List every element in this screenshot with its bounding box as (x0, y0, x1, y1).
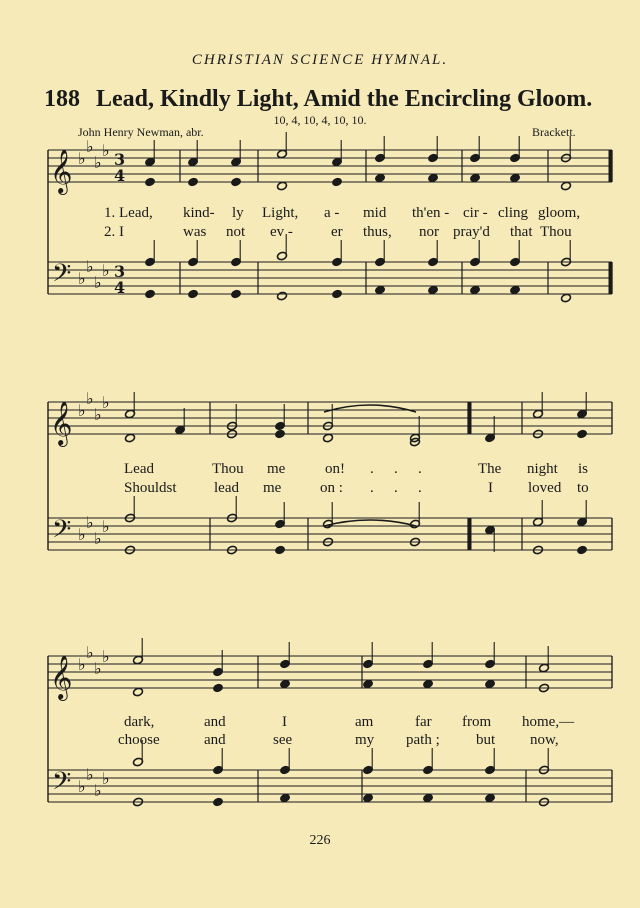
tie-arc (324, 405, 416, 412)
lyric: not (226, 224, 246, 240)
lyric: choose (118, 732, 160, 748)
lyric: . (394, 461, 398, 477)
quarter-note-head (428, 173, 439, 183)
flat-sign: ♭ (78, 655, 86, 674)
lyric: mid (363, 205, 387, 221)
time-signature: 3 (114, 150, 126, 169)
lyric: me (263, 480, 282, 496)
quarter-note-head (332, 177, 343, 187)
running-head: CHRISTIAN SCIENCE HYMNAL. (191, 52, 449, 68)
flat-sign: ♭ (78, 269, 86, 288)
flat-sign: ♭ (102, 261, 110, 280)
quarter-note-head (375, 285, 386, 295)
lyric: ev - (270, 224, 293, 240)
quarter-note-head (280, 793, 291, 803)
lyric: is (578, 461, 589, 477)
flat-sign: ♭ (86, 137, 94, 156)
quarter-note-head (470, 173, 481, 183)
bass-clef: 𝄢 (52, 259, 72, 294)
lyric: thus, (363, 224, 392, 240)
lyric: I (282, 714, 287, 730)
lyric: see (273, 732, 293, 748)
flat-sign: ♭ (94, 153, 102, 172)
quarter-note-head (577, 429, 588, 439)
lyric: Lead (124, 461, 154, 477)
lyric: kind- (183, 205, 215, 221)
quarter-note-head (145, 289, 156, 299)
lyric: now, (530, 732, 559, 748)
lyric: . (418, 480, 422, 496)
lyric: home,— (522, 714, 575, 730)
hymn-number: 188 (44, 86, 80, 112)
quarter-note-head (231, 177, 242, 187)
lyric: dark, (124, 714, 155, 730)
quarter-note-head (423, 793, 434, 803)
quarter-note-head (375, 173, 386, 183)
lyric: that (510, 224, 533, 240)
lyric: Thou (212, 461, 244, 477)
flat-sign: ♭ (78, 401, 86, 420)
hymn-meter: 10, 4, 10, 4, 10, 10. (273, 113, 367, 127)
lyric: . (394, 480, 398, 496)
lyric: Light, (262, 205, 299, 221)
flat-sign: ♭ (86, 643, 94, 662)
flat-sign: ♭ (102, 517, 110, 536)
lyric: 2. I (104, 224, 124, 240)
quarter-note-head (231, 289, 242, 299)
flat-sign: ♭ (94, 405, 102, 424)
flat-sign: ♭ (86, 765, 94, 784)
flat-sign: ♭ (102, 647, 110, 666)
quarter-note-head (275, 545, 286, 555)
quarter-note-head (485, 679, 496, 689)
lyric: night (527, 461, 558, 477)
quarter-note-head (485, 793, 496, 803)
lyric: but (476, 732, 496, 748)
time-signature: 4 (114, 166, 126, 185)
tie-arc (324, 520, 416, 526)
time-signature: 4 (114, 278, 126, 297)
half-note-head (133, 687, 144, 697)
treble-clef: 𝄞 (50, 655, 73, 699)
flat-sign: ♭ (78, 777, 86, 796)
hymn-tune-name: Brackett. (532, 125, 576, 139)
flat-sign: ♭ (94, 781, 102, 800)
lyric: cir - (463, 205, 488, 221)
lyric: lead (214, 480, 239, 496)
page-number: 226 (309, 833, 331, 848)
treble-clef: 𝄞 (50, 149, 73, 193)
half-note-head (561, 293, 572, 303)
lyric: nor (419, 224, 439, 240)
lyric: me (267, 461, 286, 477)
flat-sign: ♭ (102, 769, 110, 788)
flat-sign: ♭ (94, 529, 102, 548)
lyric: a - (324, 205, 340, 221)
quarter-note-head (275, 429, 286, 439)
lyric: my (355, 732, 375, 748)
lyric: am (355, 714, 374, 730)
lyric: . (370, 480, 374, 496)
quarter-note-head (145, 177, 156, 187)
quarter-note-head (423, 679, 434, 689)
lyric: path ; (406, 732, 440, 748)
bass-clef: 𝄢 (52, 767, 72, 802)
lyric: and (204, 732, 226, 748)
lyric: th'en - (412, 205, 450, 221)
lyric: on! (325, 461, 345, 477)
lyric: loved (528, 480, 562, 496)
half-note-head (323, 433, 334, 443)
quarter-note-head (363, 793, 374, 803)
hymn-author: John Henry Newman, abr. (78, 125, 204, 139)
lyric: . (370, 461, 374, 477)
quarter-note-head (363, 679, 374, 689)
flat-sign: ♭ (94, 659, 102, 678)
lyric: far (415, 714, 432, 730)
lyric: The (478, 461, 502, 477)
lyric: cling (498, 205, 528, 221)
quarter-note-head (188, 177, 199, 187)
lyric: and (204, 714, 226, 730)
lyric: . (418, 461, 422, 477)
lyric: ly (232, 205, 244, 221)
lyric: Thou (540, 224, 572, 240)
hymn-title: Lead, Kindly Light, Amid the Encircling Gloom. (96, 86, 593, 112)
lyric: to (577, 480, 589, 496)
half-note-head (277, 291, 288, 301)
bass-clef: 𝄢 (52, 515, 72, 550)
quarter-note-head (280, 679, 291, 689)
flat-sign: ♭ (102, 141, 110, 160)
lyric: pray'd (453, 224, 490, 240)
flat-sign: ♭ (86, 513, 94, 532)
flat-sign: ♭ (86, 257, 94, 276)
treble-clef: 𝄞 (50, 401, 73, 445)
flat-sign: ♭ (78, 149, 86, 168)
quarter-note-head (428, 285, 439, 295)
lyric: from (462, 714, 492, 730)
half-note-head (277, 181, 288, 191)
quarter-note-head (332, 289, 343, 299)
flat-sign: ♭ (94, 273, 102, 292)
lyric: 1. Lead, (104, 205, 153, 221)
lyric: er (331, 224, 343, 240)
lyric: gloom, (538, 205, 581, 221)
quarter-note-head (470, 285, 481, 295)
lyric: I (488, 480, 493, 496)
half-note-head (561, 181, 572, 191)
quarter-note-head (577, 545, 588, 555)
quarter-note-head (188, 289, 199, 299)
flat-sign: ♭ (86, 389, 94, 408)
flat-sign: ♭ (78, 525, 86, 544)
quarter-note-head (213, 797, 224, 807)
flat-sign: ♭ (102, 393, 110, 412)
quarter-note-head (510, 173, 521, 183)
lyric: was (183, 224, 207, 240)
time-signature: 3 (114, 262, 126, 281)
quarter-note-head (510, 285, 521, 295)
half-note-head (125, 433, 136, 443)
lyric: Shouldst (124, 480, 177, 496)
quarter-note-head (213, 683, 224, 693)
lyric: on : (320, 480, 343, 496)
